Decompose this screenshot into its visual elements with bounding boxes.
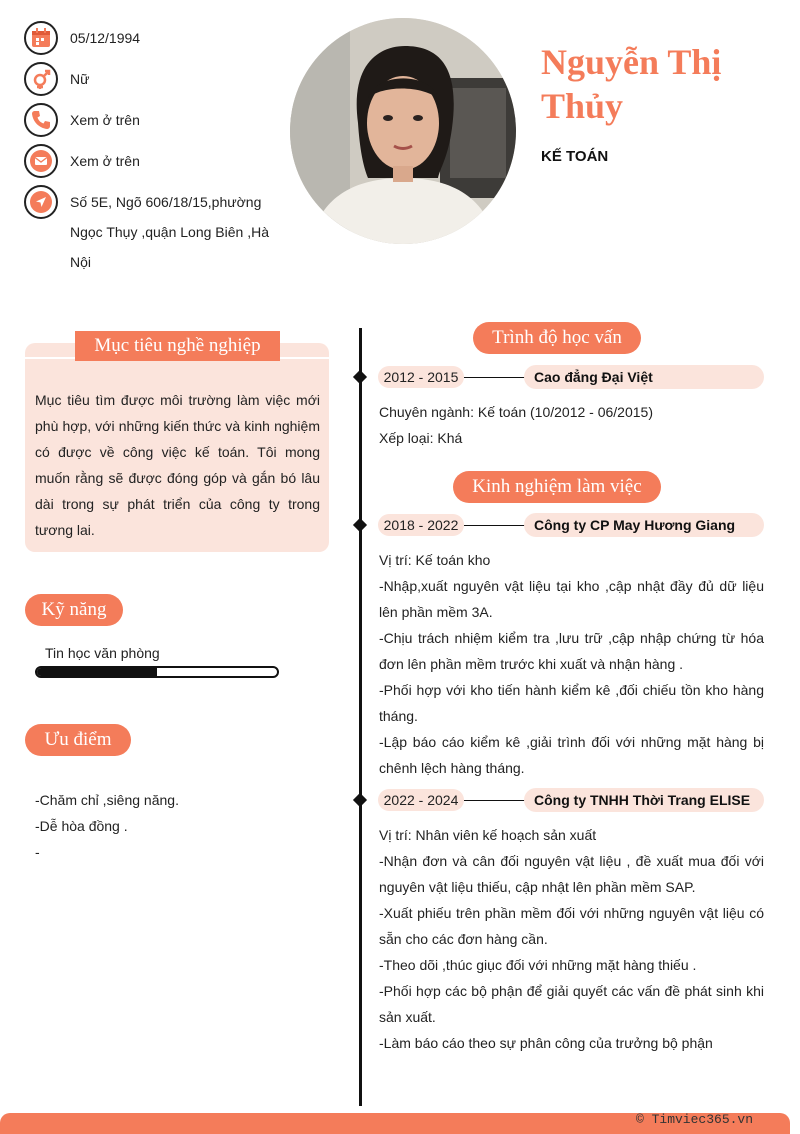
timeline-marker (353, 793, 367, 807)
objective-text: Mục tiêu tìm được môi trường làm việc mới phù hợp, với những kiến thức và kinh nghiệm có được về công việc kế toán. Tôi mong muốn rằng sẽ được đóng góp và gắn bó lâu dài trong sự phát triển của công ty trong tương lai. (35, 392, 320, 538)
skill-level-fill (37, 668, 157, 676)
gender-text: Nữ (70, 71, 90, 87)
experience-period: 2018 - 2022 (378, 514, 464, 536)
list-item: -Nhập,xuất nguyên vật liệu tại kho ,cập nhật đầy đủ dữ liệu lên phần mềm 3A. (379, 578, 764, 620)
list-item: -Lập báo cáo kiểm kê ,giải trình đối với những mặt hàng bị chênh lệch hàng tháng. (379, 734, 764, 776)
list-item: -Xuất phiếu trên phần mềm đối với những nguyên vật liệu có sẵn cho các đơn hàng cần. (379, 905, 764, 947)
objective-title: Mục tiêu nghề nghiệp (75, 331, 280, 361)
footer-credit: © Timviec365.vn (636, 1112, 754, 1127)
avatar (290, 18, 516, 244)
education-school: Cao đẳng Đại Việt (524, 365, 764, 389)
list-item: - (35, 844, 40, 860)
list-item: -Chịu trách nhiệm kiểm tra ,lưu trữ ,cập nhập chứng từ hóa đơn lên phần mềm trước khi xuất và nhận hàng . (379, 630, 764, 672)
experience-details (379, 822, 764, 1056)
list-item: Vị trí: Nhân viên kế hoạch sản xuất (379, 827, 597, 843)
timeline-marker (353, 370, 367, 384)
list-item: Chuyên ngành: Kế toán (10/2012 - 06/2015) (379, 404, 653, 420)
phone-text: Xem ở trên (70, 112, 140, 128)
education-period: 2012 - 2015 (378, 366, 464, 388)
skills-title: Kỹ năng (25, 594, 123, 626)
job-title: KẾ TOÁN (541, 148, 609, 165)
list-item: Xếp loại: Khá (379, 430, 463, 446)
location-icon (24, 185, 58, 219)
list-item: -Phối hợp với kho tiến hành kiểm kê ,đối chiếu tồn kho hàng tháng. (379, 682, 764, 724)
contact-address (24, 185, 274, 275)
phone-icon (24, 103, 58, 137)
timeline-marker (353, 518, 367, 532)
birthday-text: 05/12/1994 (70, 30, 141, 46)
list-item: -Nhận đơn và cân đối nguyên vật liệu , đề xuất mua đối với nguyên vật liệu thiếu, cập nhật lên phần mềm SAP. (379, 853, 764, 895)
contact-email (24, 144, 274, 178)
calendar-icon (24, 21, 58, 55)
education-title: Trình độ học vấn (473, 322, 641, 354)
contact-gender (24, 62, 274, 96)
timeline-line (359, 328, 362, 1106)
timeline-connector (464, 800, 526, 801)
list-item: Vị trí: Kế toán kho (379, 552, 491, 568)
list-item: -Làm báo cáo theo sự phân công của trưởng bộ phận (379, 1035, 713, 1051)
address-text: Số 5E, Ngõ 606/18/15,phường Ngọc Thụy ,quận Long Biên ,Hà Nội (70, 194, 269, 270)
experience-title: Kinh nghiệm làm việc (453, 471, 661, 503)
list-item: -Phối hợp các bộ phận để giải quyết các vấn đề phát sinh khi sản xuất. (379, 983, 764, 1025)
timeline-connector (464, 377, 526, 378)
skill-level-bar (35, 666, 279, 678)
experience-details (379, 547, 764, 781)
list-item: -Dễ hòa đồng . (35, 818, 128, 834)
strengths-list (35, 787, 179, 865)
candidate-name: Nguyễn Thị Thủy (541, 42, 722, 126)
contact-phone (24, 103, 274, 137)
experience-period: 2022 - 2024 (378, 789, 464, 811)
experience-company: Công ty CP May Hương Giang (524, 513, 764, 537)
list-item: -Chăm chỉ ,siêng năng. (35, 792, 179, 808)
timeline-connector (464, 525, 526, 526)
email-icon (24, 144, 58, 178)
skill-name: Tin học văn phòng (45, 645, 160, 661)
experience-company: Công ty TNHH Thời Trang ELISE (524, 788, 764, 812)
education-details (379, 399, 764, 451)
strengths-title: Ưu điểm (25, 724, 131, 756)
list-item: -Theo dõi ,thúc giục đối với những mặt hàng thiếu . (379, 957, 697, 973)
email-text: Xem ở trên (70, 153, 140, 169)
contact-birthday (24, 21, 274, 55)
gender-icon (24, 62, 58, 96)
